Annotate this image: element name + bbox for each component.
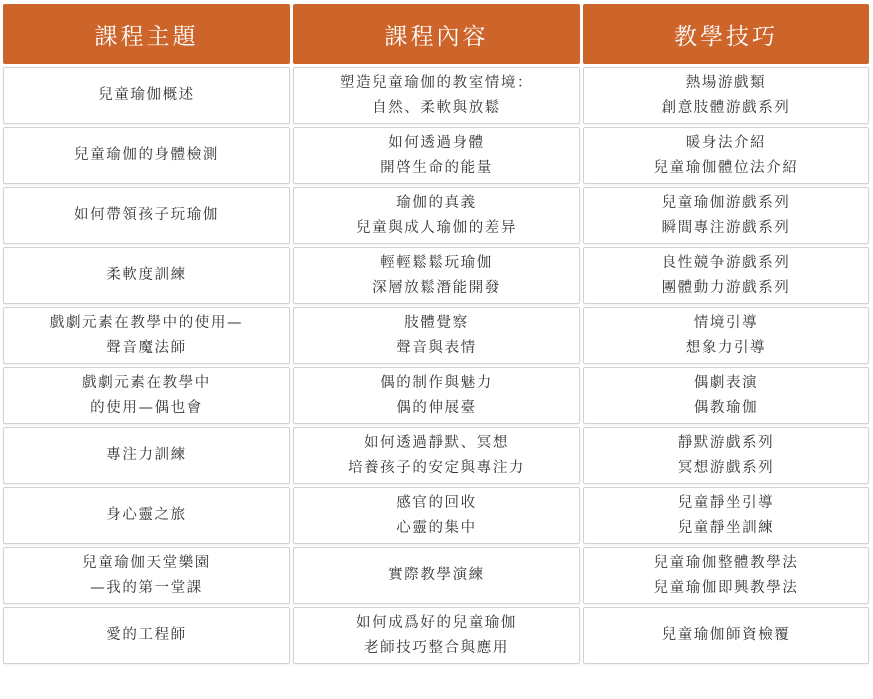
topic-cell bbox=[3, 307, 290, 364]
content-cell bbox=[293, 427, 580, 484]
topic-cell-line: 戲劇元素在教學中 bbox=[82, 374, 211, 391]
content-cell-line: 老師技巧整合與應用 bbox=[364, 639, 509, 656]
content-cell-line: 輕輕鬆鬆玩瑜伽 bbox=[380, 254, 493, 271]
topic-cell bbox=[3, 187, 290, 244]
technique-cell-line: 兒童靜坐訓練 bbox=[677, 519, 775, 536]
technique-cell-line: 情境引導 bbox=[693, 314, 759, 331]
technique-cell-line: 暖身法介紹 bbox=[685, 134, 767, 151]
technique-cell bbox=[583, 127, 869, 184]
content-cell-line: 偶的制作與魅力 bbox=[380, 374, 493, 391]
header-content: 課程內容 bbox=[293, 4, 580, 64]
content-cell-line: 深層放鬆潛能開發 bbox=[372, 279, 501, 296]
header-topic: 課程主題 bbox=[3, 4, 290, 64]
technique-cell bbox=[583, 187, 869, 244]
content-cell-line: 自然、柔軟與放鬆 bbox=[372, 99, 501, 116]
topic-cell-line: 戲劇元素在教學中的使用— bbox=[49, 314, 244, 331]
topic-cell-line: 兒童瑜伽概述 bbox=[98, 87, 195, 103]
content-cell-line: 開啓生命的能量 bbox=[380, 159, 493, 176]
topic-cell-line: 兒童瑜伽的身體檢測 bbox=[74, 147, 219, 163]
content-cell-line: 塑造兒童瑜伽的教室情境： bbox=[339, 74, 534, 91]
topic-cell-line: —我的第一堂課 bbox=[90, 579, 203, 596]
content-cell-line: 如何透過靜默、冥想 bbox=[364, 434, 509, 451]
technique-cell-line: 偶劇表演 bbox=[693, 374, 759, 391]
technique-cell-line: 兒童瑜伽即興教學法 bbox=[653, 579, 799, 596]
topic-cell-line: 兒童瑜伽天堂樂園 bbox=[82, 554, 211, 571]
technique-cell bbox=[583, 607, 869, 664]
content-cell bbox=[293, 367, 580, 424]
technique-cell-line: 良性競争游戲系列 bbox=[661, 254, 791, 271]
technique-cell-line: 偶教瑜伽 bbox=[693, 399, 759, 416]
content-cell bbox=[293, 487, 580, 544]
topic-cell-line: 身心靈之旅 bbox=[106, 507, 187, 523]
topic-cell bbox=[3, 547, 290, 604]
content-cell-line: 偶的伸展臺 bbox=[396, 399, 477, 416]
topic-cell bbox=[3, 67, 290, 124]
technique-cell-line: 創意肢體游戲系列 bbox=[661, 99, 791, 116]
content-cell-line: 心靈的集中 bbox=[396, 519, 477, 536]
content-cell-line: 肢體覺察 bbox=[404, 314, 469, 331]
technique-cell-line: 想象力引導 bbox=[685, 339, 767, 356]
technique-cell bbox=[583, 547, 869, 604]
content-cell bbox=[293, 307, 580, 364]
technique-cell-line: 瞬間專注游戲系列 bbox=[661, 219, 791, 236]
content-cell-line: 感官的回收 bbox=[396, 494, 477, 511]
topic-cell-line: 的使用—偶也會 bbox=[90, 399, 203, 416]
content-cell-line: 聲音與表情 bbox=[396, 339, 477, 356]
content-cell bbox=[293, 547, 580, 604]
technique-cell-line: 冥想游戲系列 bbox=[677, 459, 775, 476]
topic-cell-line: 專注力訓練 bbox=[106, 447, 187, 463]
technique-cell bbox=[583, 307, 869, 364]
technique-cell bbox=[583, 67, 869, 124]
topic-cell bbox=[3, 487, 290, 544]
content-cell bbox=[293, 67, 580, 124]
technique-cell bbox=[583, 247, 869, 304]
content-cell bbox=[293, 247, 580, 304]
topic-cell bbox=[3, 427, 290, 484]
technique-cell-line: 熱場游戲類 bbox=[685, 74, 767, 91]
technique-cell-line: 團體動力游戲系列 bbox=[661, 279, 791, 296]
content-cell-line: 如何成爲好的兒童瑜伽 bbox=[356, 614, 517, 631]
curriculum-table bbox=[3, 4, 869, 664]
content-cell bbox=[293, 607, 580, 664]
topic-cell bbox=[3, 367, 290, 424]
content-cell-line: 如何透過身體 bbox=[388, 134, 485, 151]
header-technique: 教學技巧 bbox=[583, 4, 869, 64]
content-cell bbox=[293, 127, 580, 184]
topic-cell-line: 聲音魔法師 bbox=[106, 339, 187, 356]
technique-cell-line: 兒童瑜伽師資檢覆 bbox=[661, 627, 791, 643]
topic-cell-line: 如何帶領孩子玩瑜伽 bbox=[74, 207, 219, 223]
content-cell-line: 實際教學演練 bbox=[388, 567, 485, 583]
content-cell-line: 兒童與成人瑜伽的差异 bbox=[356, 219, 517, 236]
technique-cell bbox=[583, 427, 869, 484]
topic-cell-line: 柔軟度訓練 bbox=[106, 267, 187, 283]
content-cell-line: 瑜伽的真義 bbox=[396, 194, 477, 211]
topic-cell-line: 愛的工程師 bbox=[106, 627, 187, 643]
technique-cell-line: 兒童靜坐引導 bbox=[677, 494, 775, 511]
technique-cell-line: 靜默游戲系列 bbox=[677, 434, 775, 451]
content-cell bbox=[293, 187, 580, 244]
topic-cell bbox=[3, 127, 290, 184]
technique-cell-line: 兒童瑜伽游戲系列 bbox=[661, 194, 791, 211]
topic-cell bbox=[3, 247, 290, 304]
topic-cell bbox=[3, 607, 290, 664]
technique-cell bbox=[583, 487, 869, 544]
content-cell-line: 培養孩子的安定與專注力 bbox=[347, 459, 526, 476]
technique-cell-line: 兒童瑜伽整體教學法 bbox=[653, 554, 799, 571]
technique-cell-line: 兒童瑜伽體位法介紹 bbox=[653, 159, 799, 176]
technique-cell bbox=[583, 367, 869, 424]
